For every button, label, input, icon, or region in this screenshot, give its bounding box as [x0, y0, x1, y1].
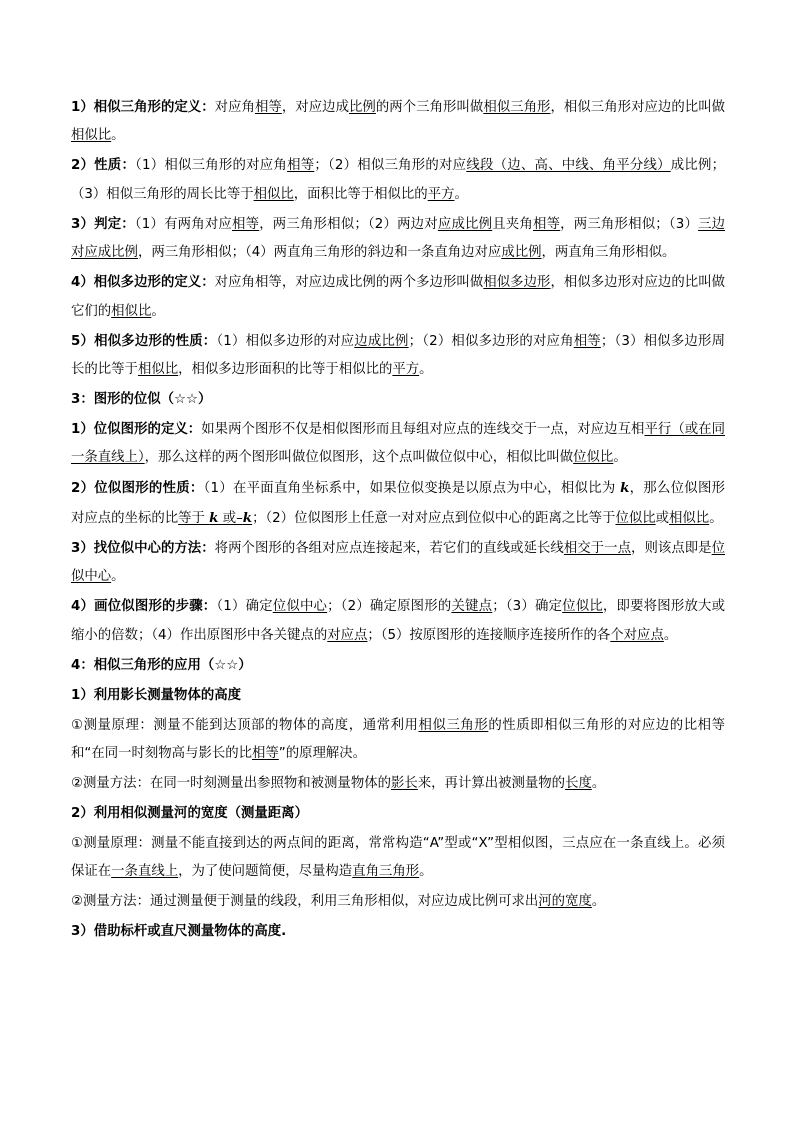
text-run: ；（2）确定原图形的	[327, 599, 452, 615]
text-run: 将两个图形的各组对应点连接起来，若它们的直线或延长线	[214, 540, 564, 556]
underlined-answer: 对应点	[327, 627, 368, 643]
underlined-answer: 相等	[532, 216, 561, 232]
text-run: ①测量原理：测量不能到达顶部的物体的高度，通常利用	[71, 717, 419, 733]
similar-triangle-properties	[71, 152, 725, 209]
paragraph-label: 2）位似图形的性质：	[71, 481, 204, 497]
text-run: 。	[419, 362, 433, 378]
text-run: 。	[709, 510, 723, 526]
text-run: ，对应边成	[281, 100, 349, 115]
underlined-answer: 相等	[252, 746, 279, 762]
subheading-shadow-height: 1）利用影长测量物体的高度	[71, 687, 242, 703]
underlined-answer: 关键点	[451, 599, 493, 615]
text-run: 如果两个图形不仅是相似图形而且每组对应点的连线交于一点，对应边互相	[201, 422, 645, 438]
homothetic-figure-properties	[71, 474, 725, 533]
paragraph-label: 4）相似多边形的定义：	[71, 275, 215, 291]
text-run: 。	[591, 776, 606, 792]
underlined-answer: 个对应点	[610, 627, 664, 643]
similar-polygon-definition	[71, 269, 725, 326]
similar-polygon-properties	[71, 328, 725, 385]
underlined-answer: 相等	[287, 158, 315, 174]
text-run: 的性质即相似三角形的对应边的比相等和“在同一时刻物高与影长的比	[71, 717, 726, 762]
underlined-answer: 影长	[391, 776, 418, 792]
underlined-answer: 相似比	[137, 362, 179, 378]
text-run: ，两三角形相似；（3）	[560, 216, 699, 232]
text-run: 。	[663, 627, 678, 643]
underlined-answer: 相似比	[253, 186, 294, 202]
text-run: ②测量方法：通过测量便于测量的线段，利用三角形相似，对应边成比例可求出	[71, 894, 539, 910]
text-run: ”的原理解决。	[278, 746, 367, 762]
text-run: ，面积比等于相似比的	[293, 186, 428, 202]
text-run: （1）在平面直角坐标系中，如果位似变换是以原点为中心，相似比为	[203, 481, 621, 497]
text-run: ；（2）相似三角形的对应	[314, 158, 467, 174]
paragraph-label: 1）位似图形的定义：	[71, 422, 202, 438]
underlined-answer: 位似中心	[71, 540, 726, 585]
text-run: ，那么位似图形对应点的坐标的比	[71, 481, 726, 526]
underlined-answer: 相似比	[669, 510, 710, 526]
find-homothetic-center	[71, 535, 725, 592]
text-run: 成比例；（3）相似三角形的周长比等于	[71, 158, 726, 202]
underlined-answer: 位似比	[562, 599, 603, 615]
text-run: 对应角相等，对应边成比例的两个多边形叫做	[214, 275, 484, 291]
variable-k: k	[209, 509, 219, 526]
subheading-pole-measurement: 3）借助标杆或直尺测量物体的高度.	[71, 924, 287, 940]
paragraph-label: 4）画位似图形的步骤：	[71, 599, 217, 615]
text-run: ；（3）相似多边形周长的比等于	[71, 333, 725, 378]
text-run: 等于	[178, 510, 210, 526]
underlined-answer: 三边对应成比例	[71, 216, 726, 261]
text-run: （1）确定	[216, 599, 273, 615]
shadow-measurement-method	[71, 770, 725, 798]
text-run: 。	[419, 864, 433, 880]
text-run: 。	[454, 186, 468, 202]
text-run: ，则该点即是	[631, 540, 712, 556]
paragraph-label: 2）性质：	[71, 158, 136, 174]
variable-k: k	[242, 509, 253, 526]
underlined-answer: 位似比	[573, 450, 614, 466]
underlined-answer	[178, 511, 252, 526]
homothetic-figure-definition	[71, 416, 725, 473]
underlined-answer: 相等	[573, 333, 601, 349]
text-run: ，两三角形相似；（4）两直角三角形的斜边和一条直角边对应	[137, 245, 502, 261]
text-run: ，相似多边形对应边的比叫做它们的	[71, 275, 726, 319]
underlined-answer: 相似比	[71, 128, 112, 144]
underlined-answer: 位似中心	[272, 599, 328, 615]
text-run: ，那么这样的两个图形叫做位似图形，这个点叫做位似中心，相似比叫做	[144, 450, 574, 466]
river-measurement-method	[71, 888, 725, 916]
text-run: 或–	[218, 510, 243, 526]
underlined-answer: 应成比例	[437, 216, 493, 232]
text-run: 。	[111, 569, 125, 585]
underlined-answer: 边成比例	[354, 333, 409, 349]
text-run: 。	[613, 450, 627, 466]
text-run: ；（3）确定	[492, 599, 563, 615]
text-run: ，为了使问题简便，尽量构造	[178, 864, 353, 880]
underlined-answer: 一条直线上	[111, 864, 179, 880]
underlined-answer: 相似多边形	[483, 275, 551, 291]
text-run: 来，再计算出被测量物的	[417, 776, 566, 792]
underlined-answer: 长度	[565, 776, 592, 792]
section-heading-homothety: 3：图形的位似（☆☆）	[71, 392, 212, 408]
paragraph-label: 5）相似多边形的性质：	[71, 333, 217, 349]
text-run: 的两个三角形叫做	[375, 100, 484, 115]
text-run: 。	[111, 128, 125, 144]
underlined-answer: 位似比	[615, 510, 656, 526]
underlined-answer: 相似三角形	[418, 717, 489, 733]
paragraph-label: 3）找位似中心的方法：	[71, 540, 215, 556]
underlined-answer: 河的宽度	[538, 894, 592, 910]
subheading-river-width: 2）利用相似测量河的宽度（测量距离）	[71, 806, 308, 822]
shadow-measurement-principle	[71, 712, 725, 769]
paragraph-label: 3）判定：	[71, 216, 135, 232]
underlined-answer: 相似比	[111, 303, 152, 319]
river-measurement-principle	[71, 830, 725, 887]
underlined-answer: 相似三角形	[483, 100, 551, 115]
text-run: ②测量方法：在同一时刻测量出参照物和被测量物体的	[71, 776, 391, 792]
text-run: ，相似多边形面积的比等于相似比的	[178, 362, 393, 378]
text-run: ①测量原理：测量不能直接到达的两点间的距离，常常构造“A”型或“X”型相似图，三点应在一条直线上。必须保证在	[71, 836, 725, 880]
text-run: ；（2）位似图形上任意一对对应点到位似中心的距离之比等于	[252, 510, 616, 526]
underlined-answer: 成比例	[501, 245, 542, 261]
text-run: （1）相似三角形的对应角	[135, 158, 288, 174]
document-body	[71, 94, 725, 948]
draw-homothetic-figure-steps	[71, 593, 725, 650]
underlined-answer: 相等	[232, 216, 260, 232]
similar-triangle-criteria	[71, 211, 725, 268]
underlined-answer: 平方	[427, 186, 455, 202]
text-run: ；（5）按原图形的连接顺序连接所作的各	[367, 627, 611, 643]
paragraph-label: 1）相似三角形的定义：	[71, 100, 215, 115]
underlined-answer: 比例	[349, 100, 376, 115]
text-run: 。	[591, 894, 606, 910]
underlined-answer: 直角三角形	[352, 864, 420, 880]
text-run: ，相似三角形对应边的比叫做	[550, 100, 726, 115]
text-run: 或	[655, 510, 670, 526]
underlined-answer: 平行（或在同一条直线上）	[71, 422, 725, 466]
text-run: （1）有两角对应	[134, 216, 233, 232]
variable-k: k	[620, 480, 630, 497]
text-run: ，两三角形相似；（2）两边对	[259, 216, 438, 232]
text-run: （1）相似多边形的对应	[216, 333, 355, 349]
similar-triangle-definition	[71, 94, 725, 151]
text-run: 且夹角	[492, 216, 533, 232]
text-run: 。	[151, 303, 165, 319]
underlined-answer: 线段（边、高、中线、角平分线）	[466, 158, 671, 174]
text-run: ，两直角三角形相似。	[541, 245, 676, 261]
underlined-answer: 相等	[254, 100, 282, 115]
underlined-answer: 相交于一点	[563, 540, 632, 556]
text-run: ，即要将图形放大或缩小的倍数；（4）作出原图形中各关键点的	[71, 599, 726, 643]
text-run: ；（2）相似多边形的对应角	[408, 333, 574, 349]
underlined-answer: 平方	[392, 362, 420, 378]
section-heading-applications: 4：相似三角形的应用（☆☆）	[71, 657, 252, 673]
text-run: 对应角	[214, 100, 255, 115]
